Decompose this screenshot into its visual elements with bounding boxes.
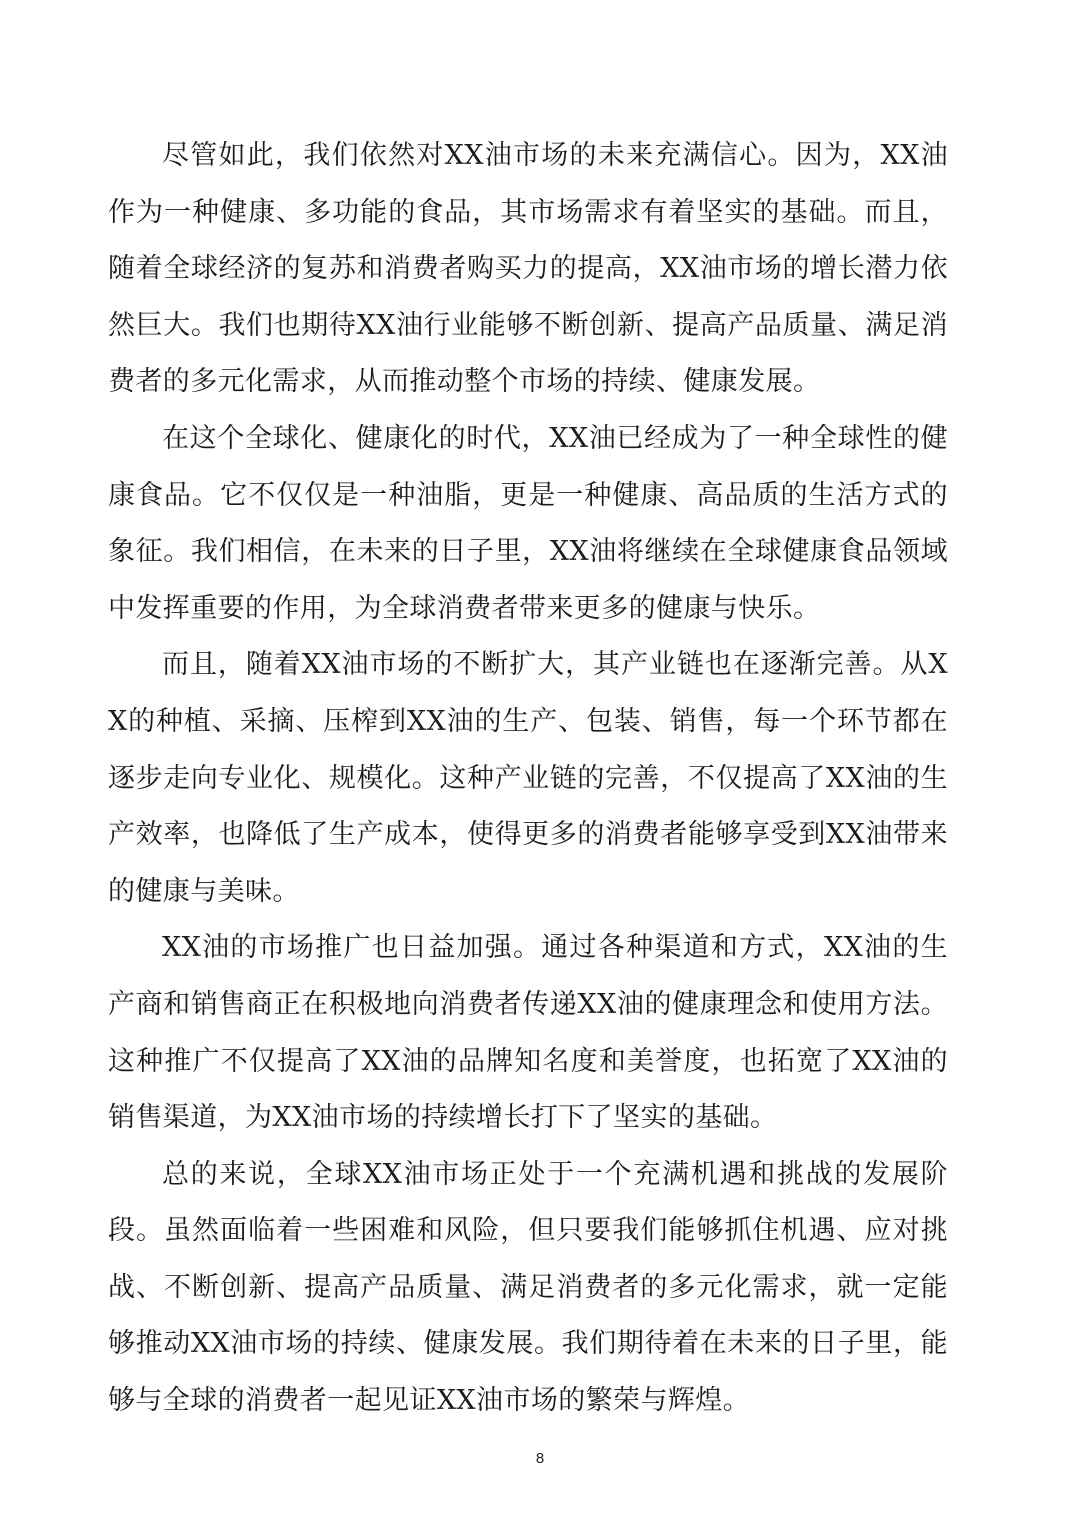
paragraph-5: 总的来说，全球XX油市场正处于一个充满机遇和挑战的发展阶段。虽然面临着一些困难和风险，但只要我们能够抓住机遇、应对挑战、不断创新、提高产品质量、满足消费者的多元化需求，就一定能够推动XX油市场的持续、健康发展。我们期待着在未来的日子里，能够与全球的消费者一起见证XX油市场的繁荣与辉煌。 bbox=[108, 1158, 948, 1417]
paragraph-4: XX油的市场推广也日益加强。通过各种渠道和方式，XX油的生产商和销售商正在积极地向消费者传递XX油的健康理念和使用方法。这种推广不仅提高了XX油的品牌知名度和美誉度，也拓宽了XX油的销售渠道，为XX油市场的持续增长打下了坚实的基础。 bbox=[108, 932, 948, 1134]
page-number: 8 bbox=[535, 1450, 545, 1467]
paragraph-3: 而且，随着XX油市场的不断扩大，其产业链也在逐渐完善。从XX的种植、采摘、压榨到XX油的生产、包装、销售，每一个环节都在逐步走向专业化、规模化。这种产业链的完善，不仅提高了XX油的生产效率，也降低了生产成本，使得更多的消费者能够享受到XX油带来的健康与美味。 bbox=[108, 649, 948, 907]
body-text bbox=[108, 128, 948, 1430]
paragraph-2: 在这个全球化、健康化的时代，XX油已经成为了一种全球性的健康食品。它不仅仅是一种油脂，更是一种健康、高品质的生活方式的象征。我们相信，在未来的日子里，XX油将继续在全球健康食品领域中发挥重要的作用，为全球消费者带来更多的健康与快乐。 bbox=[108, 422, 948, 624]
paragraph-1: 尽管如此，我们依然对XX油市场的未来充满信心。因为，XX油作为一种健康、多功能的食品，其市场需求有着坚实的基础。而且，随着全球经济的复苏和消费者购买力的提高，XX油市场的增长潜力依然巨大。我们也期待XX油行业能够不断创新、提高产品质量、满足消费者的多元化需求，从而推动整个市场的持续、健康发展。 bbox=[108, 140, 948, 398]
